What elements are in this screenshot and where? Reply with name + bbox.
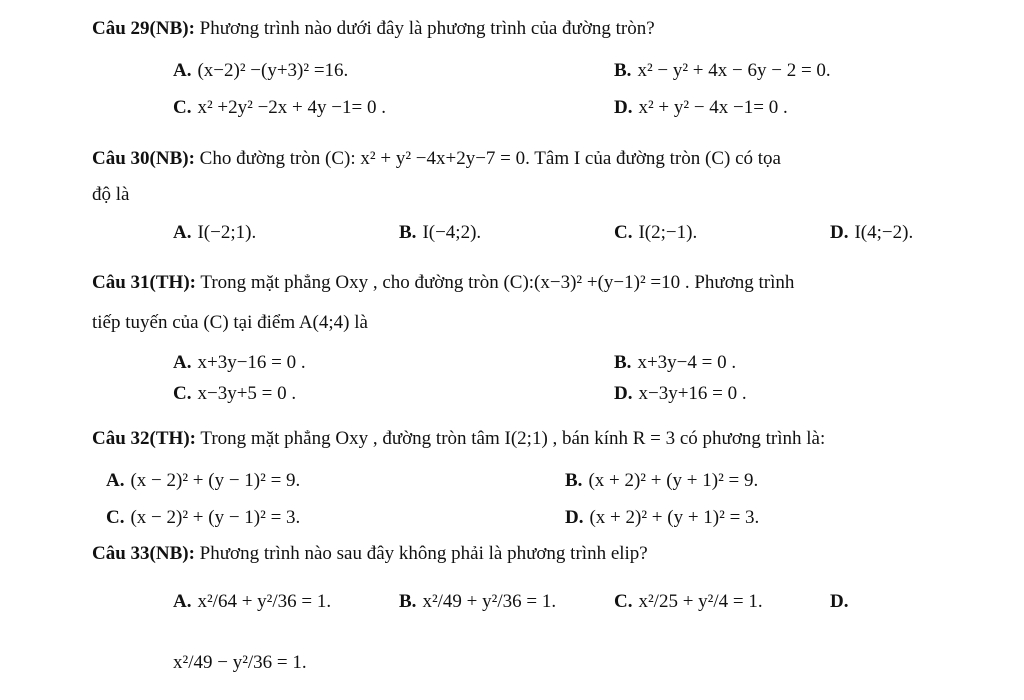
- q32-option-a[interactable]: [106, 470, 300, 492]
- option-expression: I(−4;2).: [422, 222, 482, 243]
- q31-option-d[interactable]: [614, 383, 747, 405]
- option-expression: (x + 2)² + (y + 1)² = 3.: [589, 507, 760, 528]
- q30-option-b[interactable]: [399, 222, 481, 244]
- option-expression: (x − 2)² + (y − 1)² = 3.: [130, 507, 301, 528]
- option-expression: I(−2;1).: [197, 222, 257, 243]
- question-text: Phương trình nào dưới đây là phương trình của đường tròn?: [199, 18, 655, 39]
- option-expression: (x−2)² −(y+3)² =16.: [197, 60, 349, 81]
- option-label: A.: [173, 222, 192, 243]
- q30-option-c[interactable]: [614, 222, 697, 244]
- question-33-stem: [92, 543, 648, 565]
- q30-option-a[interactable]: [173, 222, 256, 244]
- question-29-stem: [92, 18, 655, 40]
- option-label: D.: [614, 97, 633, 118]
- q32-option-d[interactable]: [565, 507, 759, 529]
- option-label: B.: [614, 352, 632, 373]
- option-expression: x²/64 + y²/36 = 1.: [197, 591, 332, 612]
- question-text: Trong mặt phẳng Oxy , đường tròn tâm I(2;1) , bán kính R = 3 có phương trình là:: [200, 428, 826, 449]
- q29-option-b[interactable]: [614, 60, 831, 82]
- option-label: D.: [830, 222, 849, 243]
- option-label: D.: [614, 383, 633, 404]
- q31-option-a[interactable]: [173, 352, 306, 374]
- q32-option-b[interactable]: [565, 470, 758, 492]
- option-expression: x²/49 + y²/36 = 1.: [422, 591, 557, 612]
- question-title: Câu 30(NB):: [92, 148, 195, 169]
- question-text: Trong mặt phẳng Oxy , cho đường tròn (C):(x−3)² +(y−1)² =10 . Phương trình: [200, 272, 795, 293]
- option-label: C.: [106, 507, 125, 528]
- option-expression: x−3y+16 = 0 .: [638, 383, 747, 404]
- q29-option-c[interactable]: [173, 97, 386, 119]
- option-label: D.: [830, 591, 849, 612]
- option-expression: (x − 2)² + (y − 1)² = 9.: [130, 470, 301, 491]
- q29-option-a[interactable]: [173, 60, 348, 82]
- q29-option-d[interactable]: [614, 97, 788, 119]
- question-30-stem-cont: độ là: [92, 184, 130, 205]
- question-title: Câu 32(TH):: [92, 428, 196, 449]
- option-expression: x+3y−16 = 0 .: [197, 352, 306, 373]
- question-title: Câu 33(NB):: [92, 543, 195, 564]
- option-label: A.: [173, 352, 192, 373]
- option-label: B.: [399, 222, 417, 243]
- option-expression: x−3y+5 = 0 .: [197, 383, 297, 404]
- question-title: Câu 31(TH):: [92, 272, 196, 293]
- option-label: C.: [614, 591, 633, 612]
- option-label: A.: [173, 60, 192, 81]
- q33-option-c[interactable]: [614, 591, 763, 613]
- option-label: A.: [173, 591, 192, 612]
- question-31-stem: [92, 272, 794, 294]
- question-32-stem: [92, 428, 825, 450]
- option-expression: I(2;−1).: [638, 222, 698, 243]
- question-text: Phương trình nào sau đây không phải là phương trình elip?: [199, 543, 648, 564]
- option-expression: (x + 2)² + (y + 1)² = 9.: [588, 470, 759, 491]
- question-31-stem-cont: tiếp tuyến của (C) tại điểm A(4;4) là: [92, 312, 368, 333]
- option-label: A.: [106, 470, 125, 491]
- option-label: C.: [173, 97, 192, 118]
- q31-option-b[interactable]: [614, 352, 736, 374]
- q31-option-c[interactable]: [173, 383, 296, 405]
- option-expression: x² + y² − 4x −1= 0 .: [638, 97, 788, 118]
- option-expression: I(4;−2).: [854, 222, 914, 243]
- option-label: B.: [565, 470, 583, 491]
- option-label: B.: [399, 591, 417, 612]
- question-30-stem: [92, 148, 781, 170]
- q32-option-c[interactable]: [106, 507, 300, 529]
- option-label: B.: [614, 60, 632, 81]
- option-label: D.: [565, 507, 584, 528]
- option-expression: x² +2y² −2x + 4y −1= 0 .: [197, 97, 386, 118]
- question-text: Cho đường tròn (C): x² + y² −4x+2y−7 = 0. Tâm I của đường tròn (C) có tọa: [199, 148, 781, 169]
- option-expression: x²/25 + y²/4 = 1.: [638, 591, 763, 612]
- q33-option-d[interactable]: [830, 591, 854, 613]
- option-expression: x² − y² + 4x − 6y − 2 = 0.: [637, 60, 831, 81]
- question-title: Câu 29(NB):: [92, 18, 195, 39]
- q33-option-d-expression[interactable]: x²/49 − y²/36 = 1.: [173, 652, 307, 673]
- q33-option-a[interactable]: [173, 591, 331, 613]
- option-expression: x+3y−4 = 0 .: [637, 352, 737, 373]
- option-label: C.: [614, 222, 633, 243]
- option-label: C.: [173, 383, 192, 404]
- q30-option-d[interactable]: [830, 222, 913, 244]
- q33-option-b[interactable]: [399, 591, 556, 613]
